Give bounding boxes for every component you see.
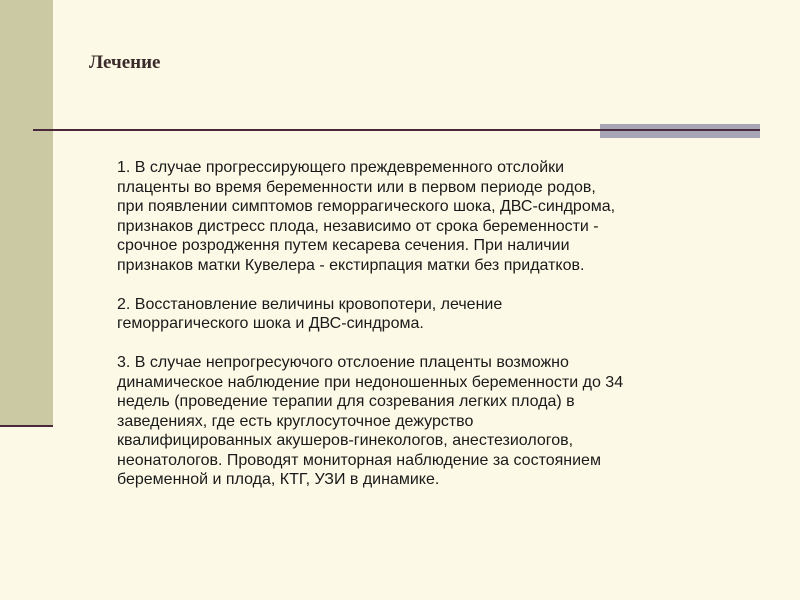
left-accent-bar-underline — [0, 425, 53, 427]
title-divider-accent-block — [600, 124, 760, 138]
left-accent-bar — [0, 0, 53, 426]
slide-title: Лечение — [89, 52, 161, 73]
title-divider-line — [33, 129, 600, 131]
treatment-point-2: 2. Восстановление величины кровопотери, лечение геморрагического шока и ДВС-синдрома. — [117, 295, 503, 332]
title-divider-accent-line — [600, 129, 760, 131]
slide-body — [117, 158, 767, 509]
treatment-point-3: 3. В случае непрогресуючого отслоение плаценты возможно динамическое наблюдение при недоношенных беременности до 34 недель (проведение терапии для созревания легких плода) в заведениях, где есть круглосуточное дежурство квалифицированных акушеров-гинекологов, анестезиологов, неонатологов. Проводят мониторная наблюдение за состоянием беременной и плода, КТГ, УЗИ в динамике. — [117, 354, 624, 488]
treatment-point-1: 1. В случае прогрессирующего преждевременного отслойки плаценты во время беременности или в первом периоде родов, при появлении симптомов геморрагического шока, ДВС-синдрома, признаков дистресс плода, независимо от срока беременности - срочное розродження путем кесарева сечения. При наличии признаков матки Кувелера - екстирпация матки без придатков. — [117, 159, 616, 274]
